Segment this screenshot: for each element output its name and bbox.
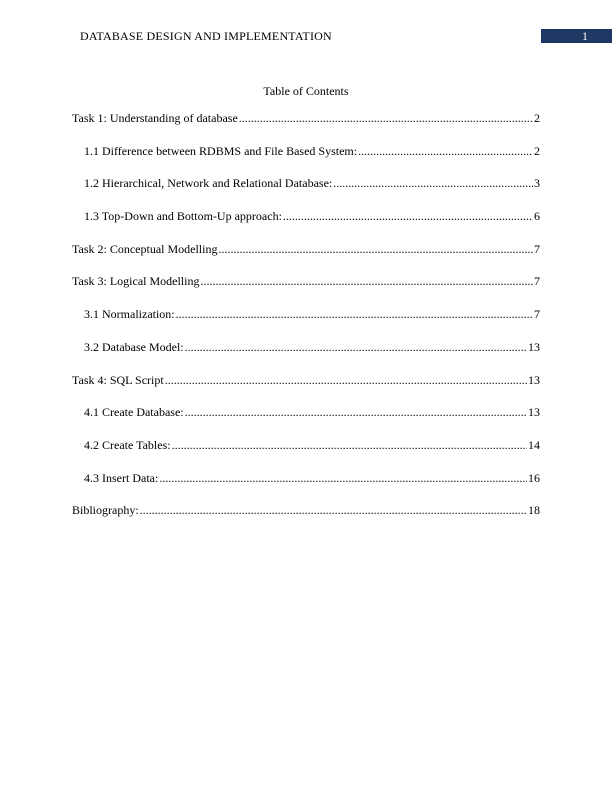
- toc-entry[interactable]: [72, 405, 540, 438]
- toc-entry-label: 3.2 Database Model:: [84, 339, 184, 354]
- toc-entry-page: 7: [534, 307, 540, 322]
- toc-dot-leader: [200, 274, 533, 288]
- page-number-box: [541, 29, 612, 43]
- toc-entry-page: 13: [528, 339, 540, 354]
- toc-entry[interactable]: [72, 209, 540, 242]
- toc-entry-page: 2: [534, 143, 540, 158]
- toc-entry[interactable]: [72, 471, 540, 504]
- toc-entry[interactable]: [72, 144, 540, 177]
- toc-dot-leader: [239, 111, 533, 125]
- toc-entry-page: 7: [534, 274, 540, 289]
- toc-entry-page: 18: [528, 503, 540, 518]
- toc-entry-label: Bibliography:: [72, 503, 139, 518]
- toc-entry-label: Task 2: Conceptual Modelling: [72, 241, 218, 256]
- toc-dot-leader: [185, 405, 527, 419]
- toc-dot-leader: [140, 503, 527, 517]
- toc-entry-page: 16: [528, 470, 540, 485]
- toc-entry[interactable]: [72, 438, 540, 471]
- toc-dot-leader: [165, 373, 527, 387]
- toc-dot-leader: [333, 176, 533, 190]
- toc-entry-label: Task 3: Logical Modelling: [72, 274, 200, 289]
- toc-entry[interactable]: [72, 373, 540, 406]
- table-of-contents: [72, 111, 540, 536]
- toc-entry-page: 6: [534, 209, 540, 224]
- toc-entry-label: 3.1 Normalization:: [84, 307, 175, 322]
- toc-dot-leader: [283, 209, 533, 223]
- toc-entry-label: 4.2 Create Tables:: [84, 437, 171, 452]
- toc-entry[interactable]: [72, 274, 540, 307]
- toc-entry-label: Task 1: Understanding of database: [72, 111, 238, 125]
- toc-entry-label: 1.3 Top-Down and Bottom-Up approach:: [84, 209, 282, 224]
- toc-entry-page: 13: [528, 405, 540, 420]
- toc-entry[interactable]: [72, 503, 540, 536]
- toc-dot-leader: [159, 471, 527, 485]
- toc-entry[interactable]: [72, 111, 540, 144]
- toc-dot-leader: [176, 307, 533, 321]
- running-header-title: DATABASE DESIGN AND IMPLEMENTATION: [80, 29, 332, 43]
- toc-heading: Table of Contents: [263, 84, 349, 98]
- toc-entry[interactable]: [72, 340, 540, 373]
- toc-dot-leader: [218, 242, 533, 256]
- toc-entry-page: 3: [534, 176, 540, 191]
- toc-entry-page: 13: [528, 372, 540, 387]
- toc-entry[interactable]: [72, 307, 540, 340]
- toc-entry-label: Task 4: SQL Script: [72, 372, 164, 387]
- toc-entry-label: 1.1 Difference between RDBMS and File Based System:: [84, 143, 358, 158]
- toc-entry-label: 1.2 Hierarchical, Network and Relational Database:: [84, 176, 333, 191]
- toc-entry-page: 2: [534, 111, 540, 125]
- toc-entry-page: 7: [534, 241, 540, 256]
- toc-entry-page: 14: [528, 437, 540, 452]
- toc-dot-leader: [172, 438, 527, 452]
- toc-dot-leader: [185, 340, 527, 354]
- toc-entry[interactable]: [72, 242, 540, 275]
- page-number: 1: [582, 29, 588, 43]
- toc-entry-label: 4.3 Insert Data:: [84, 470, 159, 485]
- toc-dot-leader: [358, 144, 533, 158]
- toc-entry[interactable]: [72, 176, 540, 209]
- toc-entry-label: 4.1 Create Database:: [84, 405, 184, 420]
